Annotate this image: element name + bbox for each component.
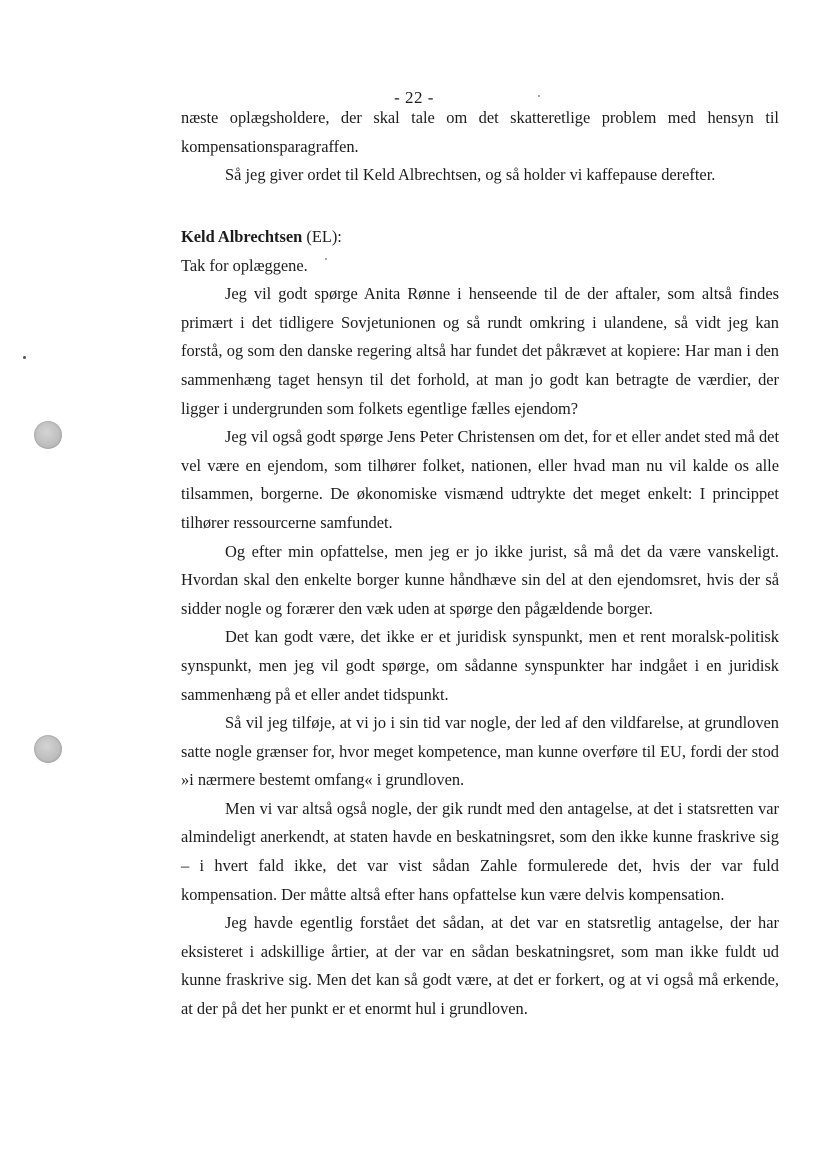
speech-paragraph: Jeg havde egentlig forstået det sådan, at det var en statsretlig antagelse, der har eksisteret i adskillige årtier, at der var en sådan beskatningsret, som man ikke fuldt ud kunne fraskrive sig. Men det kan så godt være, at det er forkert, og at vi også må erkende, at der på det her punkt er et enormt hul i grundloven. [181, 913, 779, 1019]
scan-speck [23, 356, 26, 359]
speech-section [181, 223, 779, 1024]
speech-paragraph: Det kan godt være, det ikke er et juridisk synspunkt, men et rent moralsk-politisk synspunkt, men jeg vil godt spørge, om sådanne synspunkter har indgået i en juridisk sammenhæng på et eller andet tidspunkt. [181, 627, 779, 704]
speech-paragraph: Jeg vil også godt spørge Jens Peter Christensen om det, for et eller andet sted må det vel være en ejendom, som tilhører folket, nationen, eller hvad man nu vil kalde os alle tilsammen, borgerne. De økonomiske vismænd udtrykte det meget enkelt: I princippet tilhører ressourcerne samfundet. [181, 427, 779, 532]
intro-section [181, 104, 779, 190]
speech-paragraph: Men vi var altså også nogle, der gik rundt med den antagelse, at det i statsretten var almindeligt anerkendt, at staten havde en beskatningsret, som den ikke kunne fraskrive sig – i hvert fald ikke, det var vist sådan Zahle formulerede det, hvis der var fuld kompensation. Der måtte altså efter hans opfattelse kun være delvis kompensation. [181, 798, 779, 904]
punch-hole [34, 735, 62, 763]
speech-paragraph: Så vil jeg tilføje, at vi jo i sin tid var nogle, der led af den vildfarelse, at grundloven satte nogle grænser for, hvor meget kompetence, man kunne overføre til EU, fordi der stod »i nærmere bestemt omfang« i grundloven. [181, 713, 779, 790]
speaker-heading [181, 223, 779, 252]
speech-paragraph: Jeg vil godt spørge Anita Rønne i henseende til de der aftaler, som altså findes primært i det tidligere Sovjetunionen og så rundt omkring i ulandene, så vidt jeg kan forstå, og som den danske regering altså har fundet det påkrævet at kopiere: Har man i den sammenhæng taget hensyn til det forhold, at man jo godt kan betragte de værdier, der ligger i undergrunden som folkets egentlige fælles ejendom? [181, 284, 779, 418]
speech-paragraph: Og efter min opfattelse, men jeg er jo ikke jurist, så må det da være vanskeligt. Hvordan skal den enkelte borger kunne håndhæve sin del at den ejendomsret, hvis der så sidder nogle og forærer den væk uden at spørge den pågældende borger. [181, 541, 779, 618]
punch-hole [34, 421, 62, 449]
speaker-party: (EL): [302, 227, 342, 246]
speaker-name: Keld Albrechtsen [181, 227, 303, 246]
page-number: - 22 - [394, 88, 434, 107]
intro-paragraph: næste oplægsholdere, der skal tale om det skatteretlige problem med hensyn til kompensationsparagraffen. [181, 108, 779, 156]
speech-opening: Tak for oplæggene. [181, 255, 308, 275]
intro-paragraph: Så jeg giver ordet til Keld Albrechtsen, og så holder vi kaffepause derefter. [225, 165, 716, 185]
